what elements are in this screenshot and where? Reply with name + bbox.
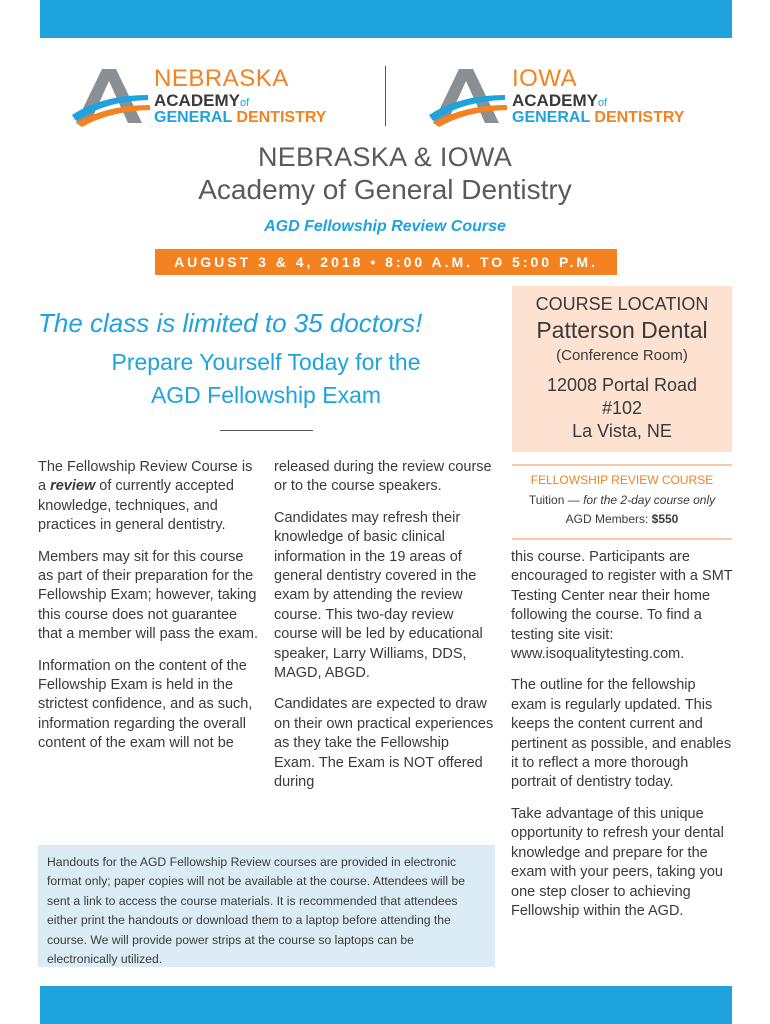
body-paragraph: Candidates may refresh their knowledge of basic clinical information in the 19 areas of general dentistry covered in the exam by attending the review course. This two-day review course will be led by educational speaker, Larry Williams, DDS, MAGD, ABGD. <box>274 509 483 682</box>
agd-a-mark-icon <box>428 65 508 127</box>
body-paragraph: Members may sit for this course as part of their preparation for the Fellowship Exam; however, taking this course does not guarantee that a member will pass the exam. <box>38 548 259 643</box>
body-paragraph: The outline for the fellowship exam is regularly updated. This keeps the content current and pertinent as possible, and enables it to reflect a more thorough portrait of dentistry today. <box>511 677 732 791</box>
fee-member-price: $550 <box>651 512 679 526</box>
body-paragraph: Take advantage of this unique opportunity to refresh your dental knowledge and prepare for the exam with your peers, taking you one step closer to achieving Fellowship within the AGD. <box>511 805 724 919</box>
iowa-logo-dentistry: DENTISTRY <box>594 108 685 126</box>
class-limit-headline: The class is limited to 35 doctors! <box>38 308 423 338</box>
location-heading: COURSE LOCATION <box>535 294 709 314</box>
body-paragraph: released during the review course or to the course speakers. <box>274 459 492 495</box>
page-title: NEBRASKA & IOWA <box>257 142 513 172</box>
body-paragraph <box>38 458 260 536</box>
location-address-line2: #102 <box>601 398 643 418</box>
iowa-logo-of: of <box>597 96 608 109</box>
fee-tuition-note: for the 2-day course only <box>583 493 716 507</box>
iowa-logo-academy: ACADEMY <box>512 90 598 110</box>
nebraska-logo-general: GENERAL <box>154 108 232 126</box>
fee-member <box>512 512 732 526</box>
body-column-2 <box>274 458 494 805</box>
nebraska-logo-state: NEBRASKA <box>154 64 289 92</box>
body-emphasis: review <box>50 478 96 495</box>
location-city: La Vista, NE <box>572 421 672 441</box>
bottom-banner-bar <box>40 986 732 1024</box>
prepare-line-1: Prepare Yourself Today for the <box>111 349 421 375</box>
iowa-logo-general: GENERAL <box>512 108 590 126</box>
fee-tuition-label: Tuition — <box>528 493 584 507</box>
body-paragraph: this course. Participants are encouraged to register with a SMT Testing Center near their home following the course. To find a testing site visit: www.isoqualitytesting.com. <box>511 549 733 663</box>
body-paragraph: Information on the content of the Fellowship Exam is held in the strictest confidence, and as such, information regarding the overall content of the exam will not be <box>38 657 253 752</box>
course-name: AGD Fellowship Review Course <box>264 218 506 235</box>
fee-member-label: AGD Members: <box>565 512 652 526</box>
prepare-line-2: AGD Fellowship Exam <box>150 382 382 408</box>
prepare-headline <box>40 346 492 412</box>
body-text: of currently accepted knowledge, techniques, and practices in general dentistry. <box>38 478 234 534</box>
logo-divider <box>385 66 386 126</box>
nebraska-agd-logo <box>72 64 326 128</box>
location-name: Patterson Dental <box>536 317 708 343</box>
iowa-agd-logo <box>428 64 684 128</box>
location-address <box>512 374 732 443</box>
agd-a-mark-icon <box>72 65 150 127</box>
fee-divider-bottom <box>512 538 732 540</box>
handouts-notice: Handouts for the AGD Fellowship Review courses are provided in electronic format only; paper copies will not be available at the course. Attendees will be sent a link to access the course materials. It is recommended that attendees either print the handouts or download them to a laptop before attending the course. We will provide power strips at the course so laptops can be electronically utilized. <box>38 845 495 967</box>
body-column-1 <box>38 458 260 766</box>
body-column-3 <box>511 548 733 933</box>
body-text: The Fellowship Review Course is a <box>38 459 253 495</box>
nebraska-logo-of: of <box>239 96 250 109</box>
location-room: (Conference Room) <box>556 347 688 364</box>
top-banner-bar <box>40 0 732 38</box>
body-paragraph: Candidates are expected to draw on their own practical experiences as they take the Fellowship Exam. The Exam is NOT offered during <box>274 696 494 791</box>
date-banner: AUGUST 3 & 4, 2018 • 8:00 A.M. TO 5:00 P.M. <box>155 249 617 275</box>
fee-divider-top <box>512 464 732 466</box>
nebraska-logo-dentistry: DENTISTRY <box>236 108 327 126</box>
iowa-logo-state: IOWA <box>512 64 578 92</box>
fee-heading: FELLOWSHIP REVIEW COURSE <box>530 473 714 487</box>
nebraska-logo-academy: ACADEMY <box>154 90 240 110</box>
location-address-line1: 12008 Portal Road <box>546 375 698 395</box>
divider-rule <box>220 430 313 431</box>
course-location-box <box>512 286 732 452</box>
fee-tuition <box>512 493 732 507</box>
page-subtitle: Academy of General Dentistry <box>198 174 572 205</box>
